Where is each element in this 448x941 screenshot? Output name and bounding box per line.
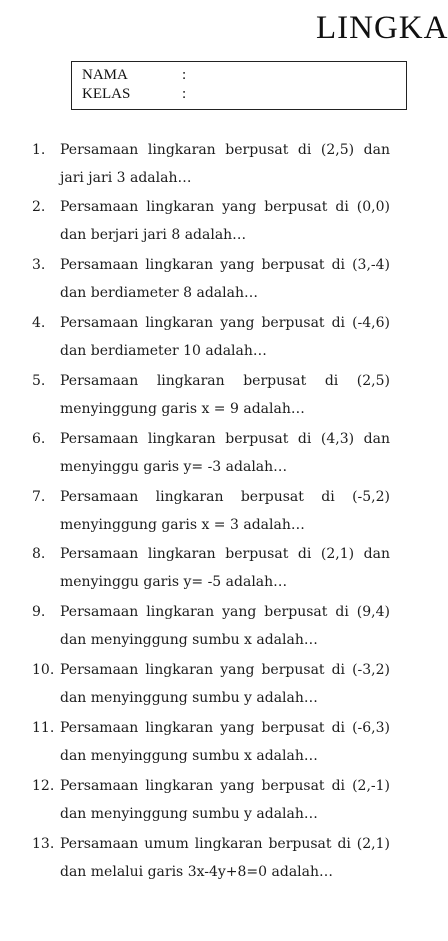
question-text: Persamaan lingkaran berpusat di (4,3) dan menyinggu garis y= -3 adalah…	[60, 431, 390, 475]
identity-box	[71, 61, 407, 110]
question-text: Persamaan lingkaran yang berpusat di (2,-1) dan menyinggung sumbu y adalah…	[60, 778, 390, 822]
kelas-label: KELAS	[82, 86, 131, 102]
question-text: Persamaan umum lingkaran berpusat di (2,1) dan melalui garis 3x-4y+8=0 adalah…	[60, 836, 390, 880]
question-text: Persamaan lingkaran berpusat di (-5,2) menyinggung garis x = 3 adalah…	[60, 489, 390, 533]
nama-label: NAMA	[82, 67, 128, 83]
question-number: 6.	[32, 431, 46, 447]
kelas-colon: :	[182, 86, 187, 102]
question-number: 1.	[32, 142, 46, 158]
question-text: Persamaan lingkaran berpusat di (2,5) menyinggung garis x = 9 adalah…	[60, 373, 390, 417]
question-number: 4.	[32, 315, 46, 331]
nama-row	[82, 66, 187, 84]
question-number: 12.	[32, 778, 55, 794]
page-title: LINGKA	[316, 10, 448, 46]
question-text: Persamaan lingkaran yang berpusat di (-4,6) dan berdiameter 10 adalah…	[60, 315, 390, 359]
question-text: Persamaan lingkaran yang berpusat di (-6,3) dan menyinggung sumbu x adalah…	[60, 720, 390, 764]
question-number: 11.	[32, 720, 55, 736]
kelas-row	[82, 85, 187, 103]
question-number: 13.	[32, 836, 55, 852]
nama-colon: :	[182, 67, 187, 83]
question-text: Persamaan lingkaran berpusat di (2,5) dan jari jari 3 adalah…	[60, 142, 390, 186]
question-text: Persamaan lingkaran berpusat di (2,1) dan menyinggu garis y= -5 adalah…	[60, 546, 390, 590]
question-number: 2.	[32, 199, 46, 215]
question-number: 10.	[32, 662, 55, 678]
question-number: 8.	[32, 546, 46, 562]
question-text: Persamaan lingkaran yang berpusat di (-3,2) dan menyinggung sumbu y adalah…	[60, 662, 390, 706]
question-number: 3.	[32, 257, 46, 273]
question-text: Persamaan lingkaran yang berpusat di (0,0) dan berjari jari 8 adalah…	[60, 199, 390, 243]
question-number: 5.	[32, 373, 46, 389]
question-text: Persamaan lingkaran yang berpusat di (3,-4) dan berdiameter 8 adalah…	[60, 257, 390, 301]
question-number: 7.	[32, 489, 46, 505]
question-number: 9.	[32, 604, 46, 620]
question-text: Persamaan lingkaran yang berpusat di (9,4) dan menyinggung sumbu x adalah…	[60, 604, 390, 648]
